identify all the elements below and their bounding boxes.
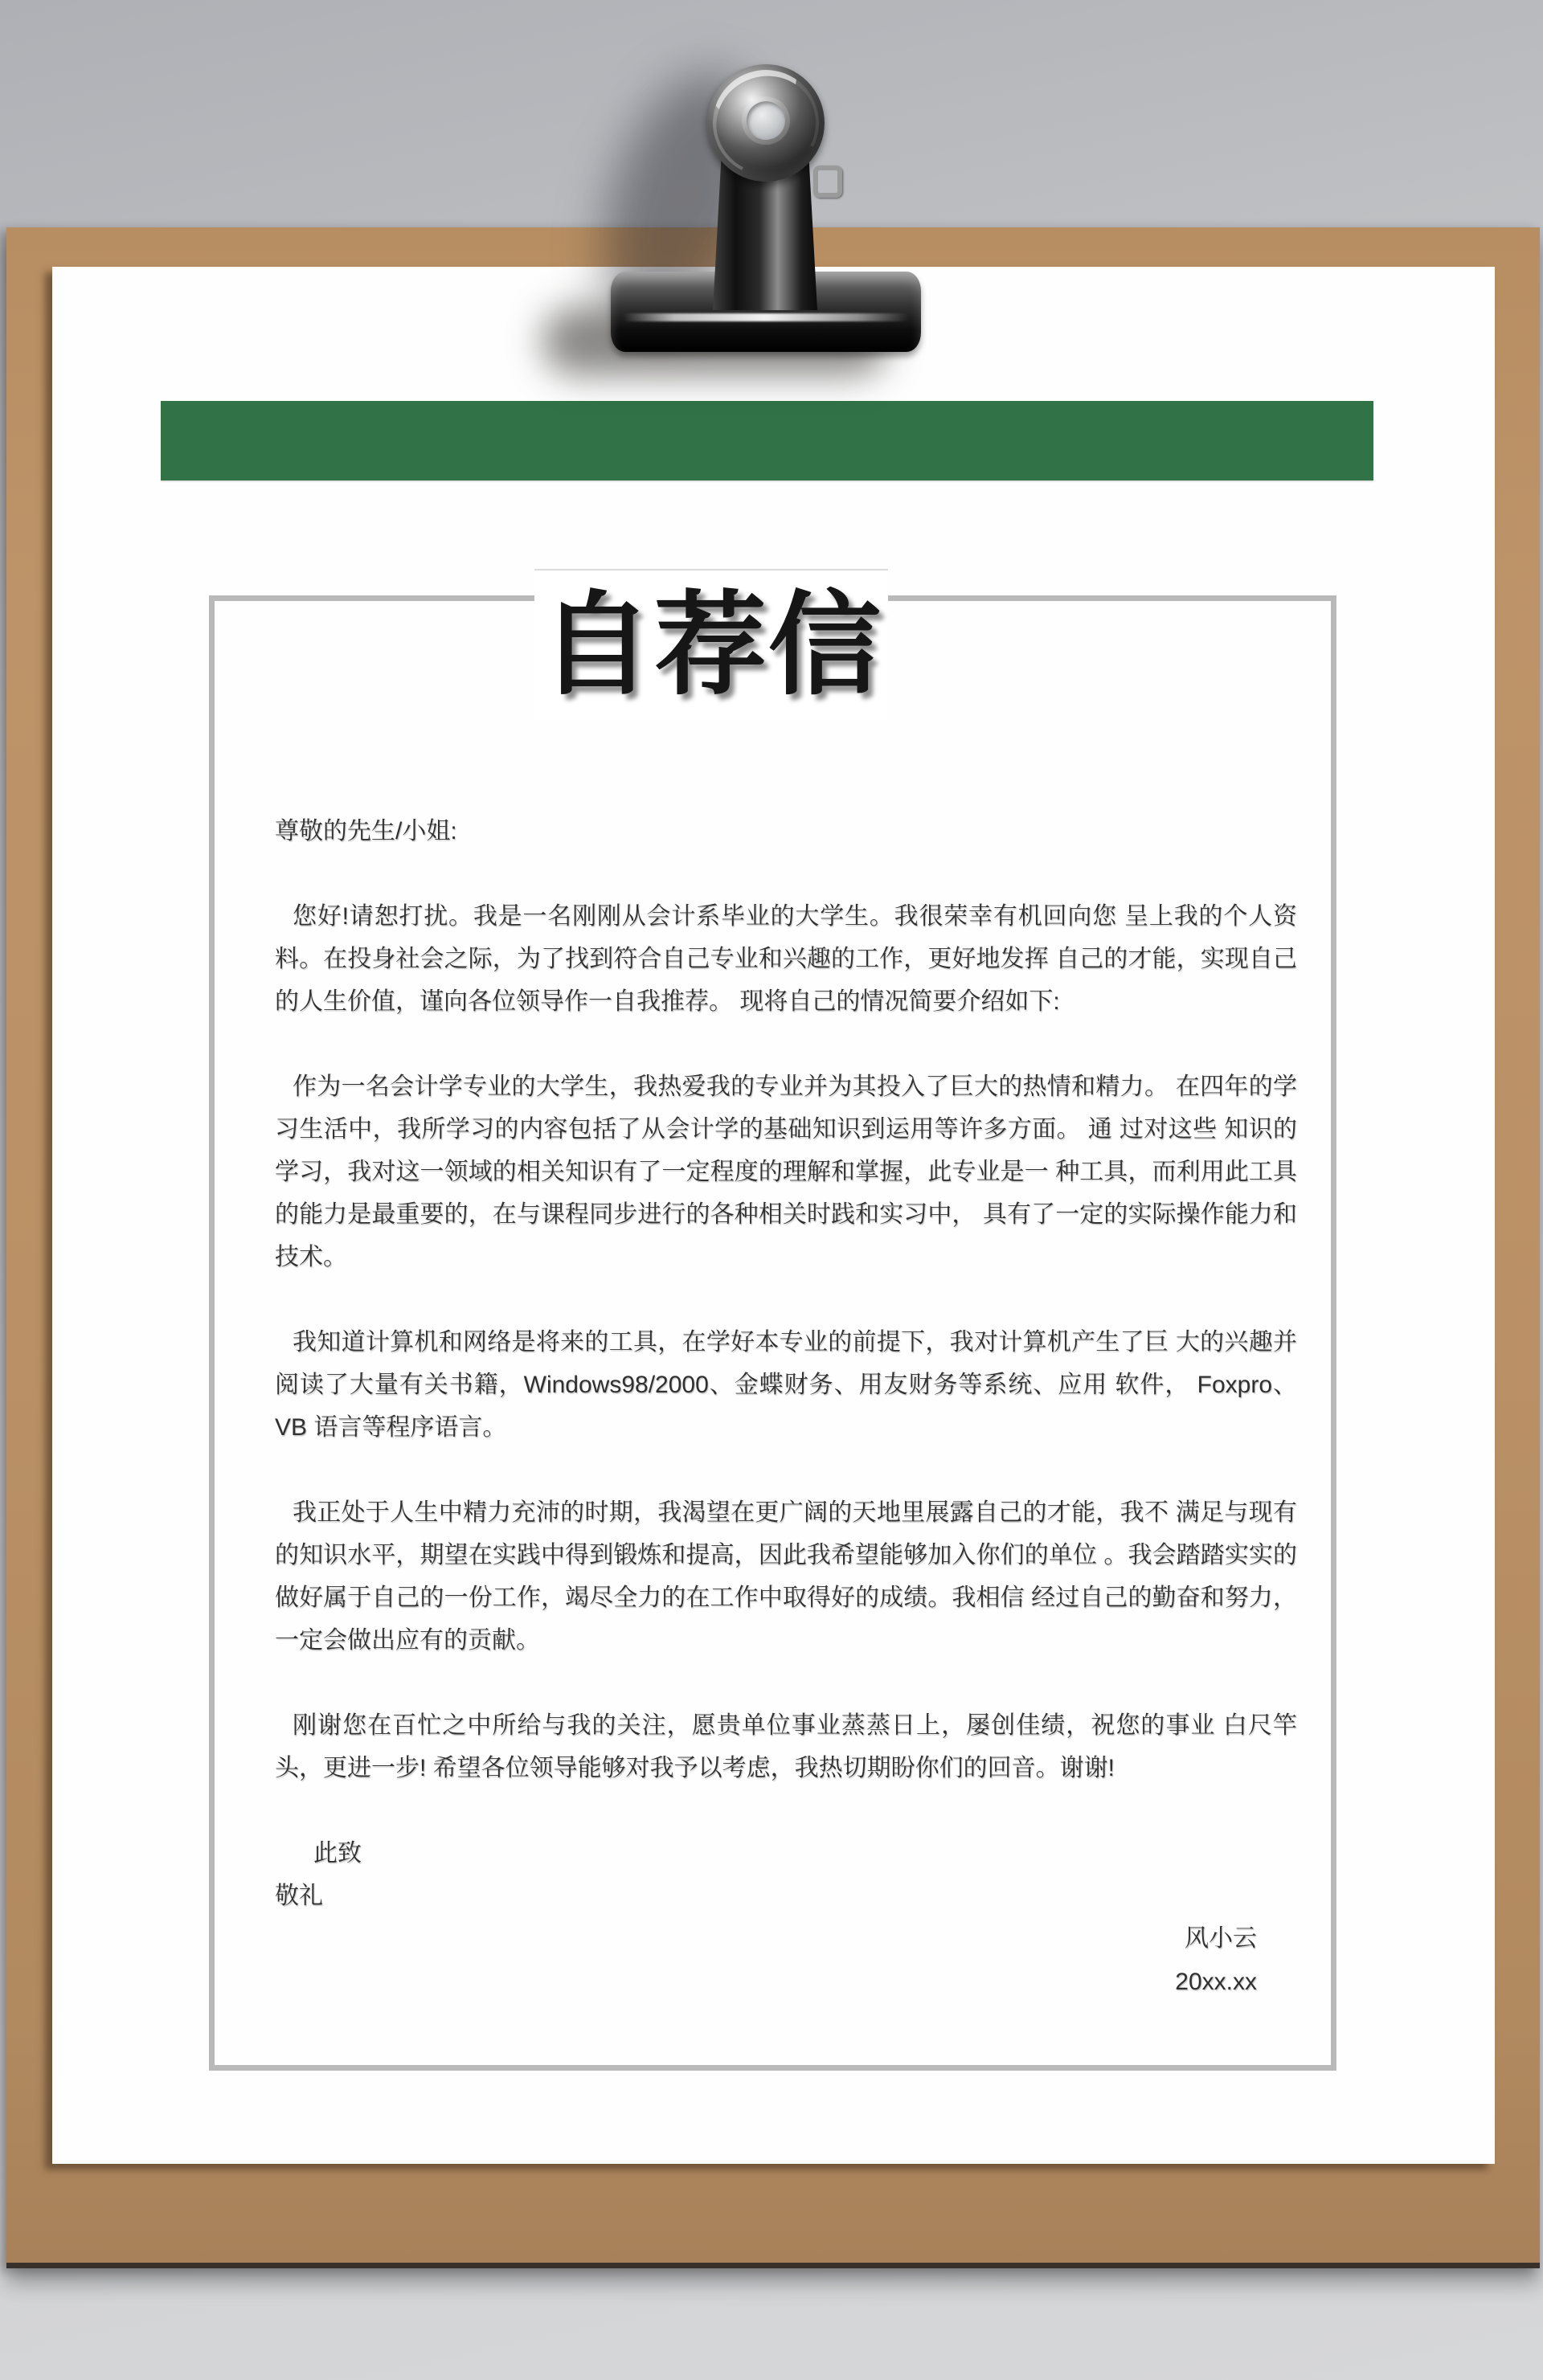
clip-wire-latch (813, 166, 842, 198)
letter-paragraph: 您好!请恕打扰。我是一名刚刚从会计系毕业的大学生。我很荣幸有机回向您 呈上我的个人资料。在投身社会之际，为了找到符合自己专业和兴趣的工作，更好地发挥 自己的才能，实现自己的人生价值，谨向各位领导作一自我推荐。 现将自己的情况简要介绍如下: (275, 903, 1297, 1015)
clip-neck (713, 159, 817, 310)
closing-salute: 敬礼 (275, 1883, 323, 1909)
signature-block (275, 1917, 1297, 2004)
letter-paragraph: 作为一名会计学专业的大学生，我热爱我的专业并为其投入了巨大的热情和精力。 在四年的学习生活中，我所学习的内容包括了从会计学的基础知识到运用等许多方面。 通 过对这些 知识的学习，我对这一领域的相关知识有了一定程度的理解和掌握，此专业是一 种工具，而利用此工具的能力是最重要的，在与课程同步进行的各种相关时践和实习中， 具有了一定的实际操作能力和技术。 (275, 1073, 1297, 1270)
closing-respectfully: 此致 (313, 1840, 362, 1867)
letter-body (275, 810, 1297, 2004)
signature-name: 风小云 (1185, 1925, 1257, 1952)
letter-paragraph: 刚谢您在百忙之中所给与我的关注，愿贵单位事业蒸蒸日上，屡创佳绩，祝您的事业 白尺竿头，更进一步! 希望各位领导能够对我予以考虑，我热切期盼你们的回音。谢谢! (275, 1712, 1297, 1781)
page-title: 自荐信 (539, 582, 882, 708)
title-band (534, 569, 888, 720)
binder-clip-icon (595, 24, 948, 370)
signature-date: 20xx.xx (1175, 1969, 1257, 1995)
accent-green-bar (161, 401, 1373, 480)
letter-paragraph: 我知道计算机和网络是将来的工具，在学好本专业的前提下，我对计算机产生了巨 大的兴趣并阅读了大量有关书籍，Windows98/2000、金蝶财务、用友财务等系统、应用 软件， Foxpro、 VB 语言等程序语言。 (275, 1329, 1297, 1441)
clip-hanging-hole (747, 101, 785, 140)
clip-spring-roll (707, 64, 825, 182)
salutation: 尊敬的先生/小姐: (275, 818, 457, 844)
letter-paragraph: 我正处于人生中精力充沛的时期，我渴望在更广阔的天地里展露自己的才能，我不 满足与现有的知识水平，期望在实践中得到锻炼和提高，因此我希望能够加入你们的单位 。我会踏踏实实的做好属于自己的一份工作，竭尽全力的在工作中取得好的成绩。我相信 经过自己的勤奋和努力，一定会做出应有的贡献。 (275, 1499, 1297, 1654)
